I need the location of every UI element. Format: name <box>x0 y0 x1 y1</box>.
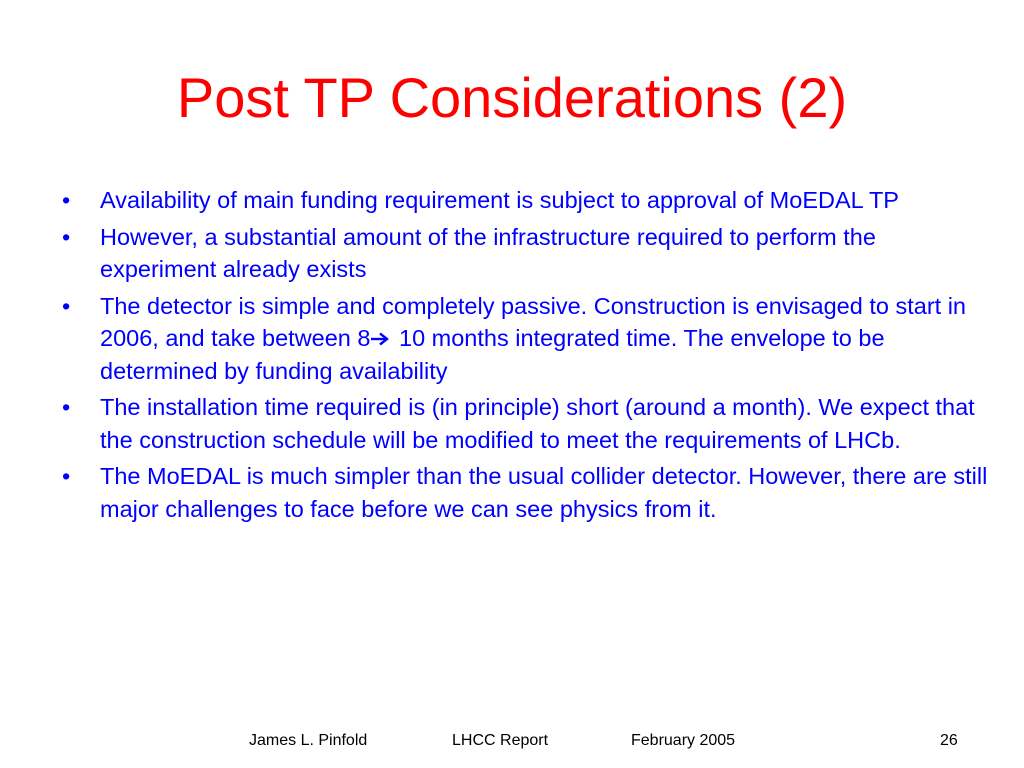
bullet-dot: • <box>62 187 71 213</box>
bullet-item-5 <box>58 460 998 525</box>
right-arrow-icon <box>370 332 390 346</box>
bullet-text-after-arrow: 10 months integrated time. The envelope to be determined by funding availability <box>100 325 885 384</box>
bullet-text: Availability of main funding requirement is subject to approval of MoEDAL TP <box>100 187 899 213</box>
bullet-item-1 <box>58 184 998 217</box>
bullet-text: The installation time required is (in principle) short (around a month). We expect that the construction schedule will be modified to meet the requirements of LHCb. <box>100 394 975 453</box>
bullet-dot: • <box>62 223 71 250</box>
bullet-list <box>58 184 998 529</box>
bullet-dot: • <box>62 394 71 420</box>
bullet-text: However, a substantial amount of the infrastructure required to perform the experiment already exists <box>100 223 876 282</box>
slide-title: Post TP Considerations (2) <box>176 66 848 129</box>
bullet-text: The MoEDAL is much simpler than the usual collider detector. However, there are still major challenges to face before we can see physics from it. <box>100 463 988 522</box>
bullet-item-4 <box>58 391 998 456</box>
footer-author: James L. Pinfold <box>249 732 368 749</box>
bullet-dot: • <box>62 463 71 489</box>
footer-report-name: LHCC Report <box>452 732 549 749</box>
footer-page-number: 26 <box>940 732 958 749</box>
bullet-dot: • <box>62 292 71 319</box>
bullet-item-2 <box>58 221 998 286</box>
slide-footer <box>0 732 1024 756</box>
footer-date: February 2005 <box>631 732 736 749</box>
bullet-text-before-arrow: The detector is simple and completely passive. Construction is envisaged to start in 2006, and take between 8 <box>100 292 967 351</box>
bullet-item-3 <box>58 290 998 388</box>
